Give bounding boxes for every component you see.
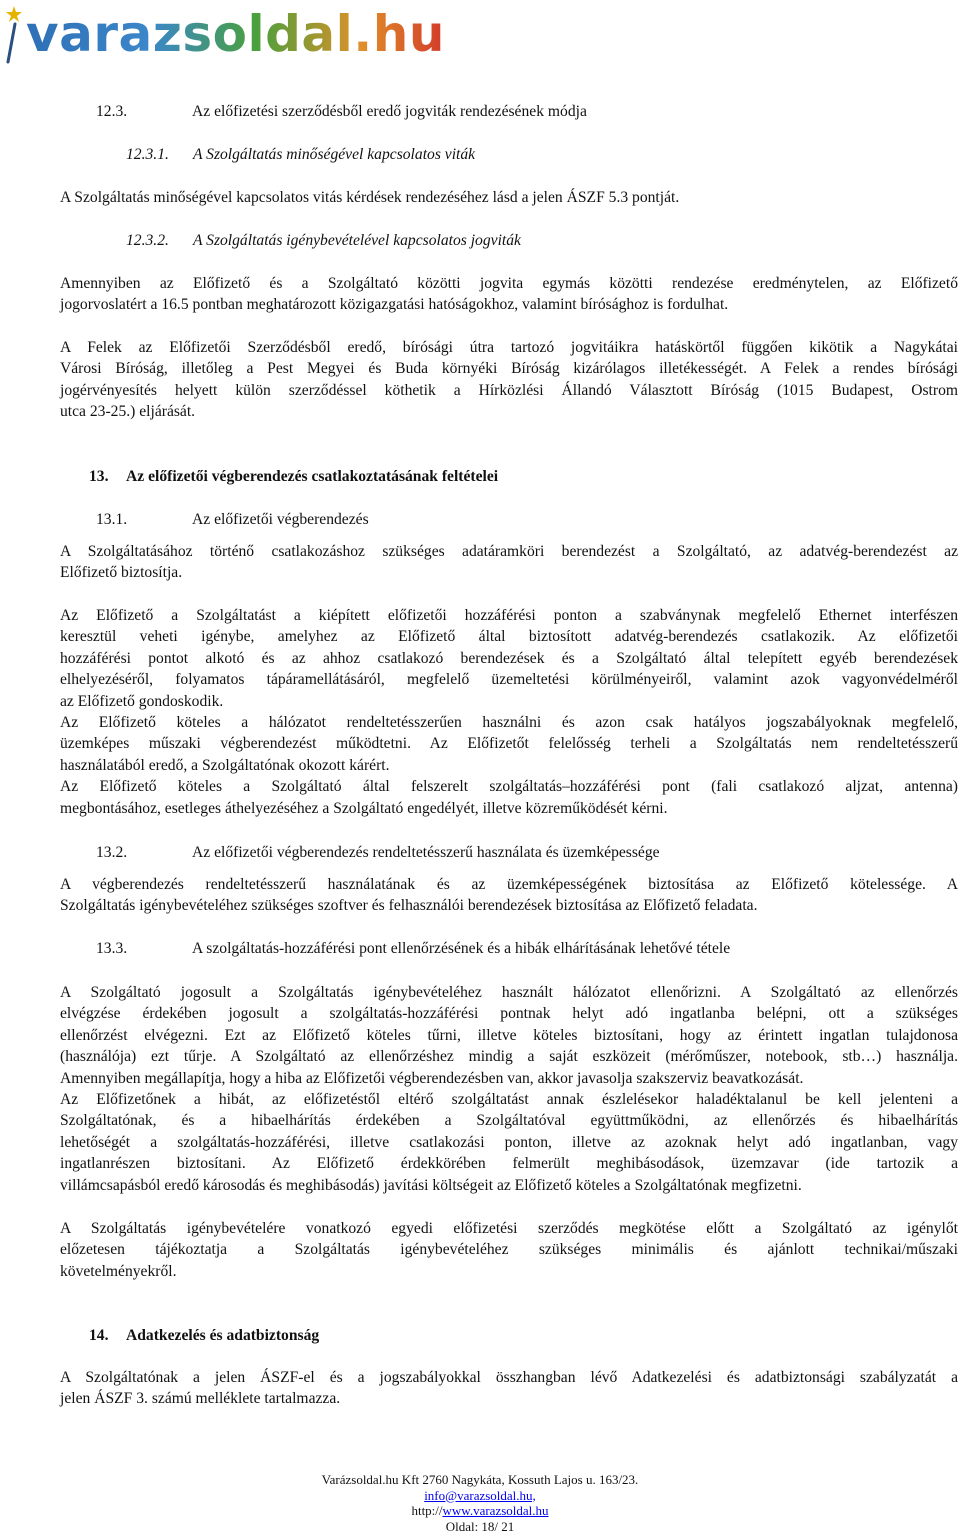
- section-12-3-1-number: 12.3.1.: [126, 146, 169, 163]
- section-13-number: 13.: [89, 468, 109, 485]
- footer-web-line: [0, 1503, 960, 1519]
- site-logo: [4, 2, 445, 66]
- section-13-3-number: 13.3.: [96, 940, 128, 957]
- paragraph-subscriber-obligations: Az Előfizető a Szolgáltatást a kiépített előfizetői hozzáférési ponton a szabványnak megfelelő Ethernet interfészen keresztül veheti igénybe, amelyhez az Előfizető által biztosított adatvég-berendezés csatlakozik. Az előfizetői hozzáférési pontot alkotó és az ahhoz csatlakozó berendezések és a Szolgáltató által telepített egyéb berendezések elhelyezéséről, folyamatos tápáramellátásáról, megfelelő üzemeltetési körülményeiről, valamint azok vagyonvédelméről az Előfizető gondoskodik. Az Előfizető köteles a hálózatot rendeltetésszerűen használni és azon csak hatályos jogszabályoknak megfelelő, üzemképes műszaki végberendezést működtetni. Az Előfizetőt felelősség terheli a Szolgáltatás nem rendeltetésszerű használatából eredő, a Szolgáltatónak okozott kárért. Az Előfizető köteles a Szolgáltató által felszerelt szolgáltatás–hozzáférési pont (fali csatlakozó aljzat, antenna) megbontásához, esetleges áthelyezéséhez a Szolgáltató engedélyét, illetve közreműködését kérni.: [60, 607, 958, 817]
- footer-web-link[interactable]: www.varazsoldal.hu: [442, 1503, 549, 1518]
- footer-page-number: Oldal: 18/ 21: [445, 1518, 515, 1534]
- section-12-3-2-number: 12.3.2.: [126, 232, 169, 249]
- paragraph-legal-dispute: Amennyiben az Előfizető és a Szolgáltató közötti jogvita egymás közötti rendezése eredménytelen, az Előfizető jogorvoslatért a 16.5 pontban meghatározott közigazgatási hatóságokhoz, valamint bírósághoz is fordulhat.: [60, 275, 958, 314]
- footer-address: Varázsoldal.hu Kft 2760 Nagykáta, Kossuth Lajos u. 163/23.: [321, 1472, 639, 1487]
- section-12-3-title: Az előfizetési szerződésből eredő jogviták rendezésének módja: [192, 103, 587, 120]
- paragraph-proper-use: A végberendezés rendeltetésszerű használatának és az üzemképességének biztosítása az Előfizető kötelessége. A Szolgáltatás igénybevételéhez szükséges szoftver és felhasználói berendezések biztosítása az Előfizető feladata.: [60, 876, 958, 915]
- section-12-3-1-title: A Szolgáltatás minőségével kapcsolatos viták: [193, 146, 476, 163]
- footer-email-link[interactable]: info@varazsoldal.hu,: [424, 1487, 536, 1503]
- section-13-2-title: Az előfizetői végberendezés rendeltetésszerű használata és üzemképessége: [192, 844, 660, 861]
- paragraph-court-jurisdiction: A Felek az Előfizetői Szerződésből eredő, bírósági útra tartozó jogvitáikra hatáskörtől függően kikötik a Nagykátai Városi Bíróság, illetőleg a Pest Megyei és Buda környéki Bíróság kizárólagos illetékességét. A Felek a rendes bírósági jogérvényesítés helyett külön szerződéssel köthetik a Hírközlési Állandó Választott Bíróság (1015 Budapest, Ostrom utca 23-25.) eljárását.: [60, 339, 958, 421]
- paragraph-data-protection: A Szolgáltatónak a jelen ÁSZF-el és a jogszabályokkal összhangban lévő Adatkezelési és adatbiztonsági szabályzatát a jelen ÁSZF 3. számú melléklete tartalmazza.: [60, 1369, 958, 1408]
- section-13-2-number: 13.2.: [96, 844, 128, 861]
- section-12-3-number: 12.3.: [96, 103, 128, 120]
- footer-web-prefix: http://: [411, 1503, 443, 1518]
- paragraph-quality-disputes: A Szolgáltatás minőségével kapcsolatos vitás kérdések rendezéséhez lásd a jelen ÁSZF 5.3 pontját.: [60, 189, 680, 206]
- section-13-1-number: 13.1.: [96, 511, 128, 528]
- paragraph-inspection: A Szolgáltató jogosult a Szolgáltatás igénybevételéhez használt hálózatot ellenőrizni. A Szolgáltató az ellenőrzés elvégzése érdekében jogosult a szolgáltatás-hozzáférési pontnak helyt adó ingatlanba belépni, ott a szükséges ellenőrzést elvégezni. Ezt az Előfizető köteles tűrni, illetve köteles biztosítani, hogy az érintett ingatlan tulajdonosa (használója) ezt tűrje. A Szolgáltató az ellenőrzéshez mindig a saját eszközeit (mérőműszer, notebook, stb…) használja. Amennyiben megállapítja, hogy a hiba az Előfizetői végberendezésben van, akkor javasolja szakszerviz beavatkozását. Az Előfizetőnek a hibát, az előfizetéstől eltérő szolgáltatást annak észlelésekor haladéktalanul be kell jelenteni a Szolgáltatónak, és a hibaelhárítás érdekében a Szolgáltatóval együttműködni, az ellenőrzés és hibaelhárítás lehetőségét a szolgáltatás-hozzáférési, illetve csatlakozási ponton, illetve az azoknak helyt adó ingatlanban, vagy ingatlanrészen biztosítani. Az Előfizető érdekkörében felmerült meghibásodások, üzemzavar (ide tartozik a villámcsapásból eredő károsodás és meghibásodás) javítási költségeit az Előfizető köteles a Szolgáltatónak megfizetni.: [60, 984, 958, 1194]
- section-12-3-2-title: A Szolgáltatás igénybevételével kapcsolatos jogviták: [193, 232, 521, 249]
- section-14-title: Adatkezelés és adatbiztonság: [126, 1327, 320, 1344]
- section-13-title: Az előfizetői végberendezés csatlakoztatásának feltételei: [126, 468, 499, 485]
- paragraph-technical-requirements: A Szolgáltatás igénybevételére vonatkozó egyedi előfizetési szerződés megkötése előtt a Szolgáltató az igénylőt előzetesen tájékoztatja a Szolgáltatás igénybevételéhez szükséges minimális és ajánlott technikai/műszaki követelményekről.: [60, 1220, 958, 1280]
- section-13-3-title: A szolgáltatás-hozzáférési pont ellenőrzésének és a hibák elhárításának lehetővé tétele: [192, 940, 731, 957]
- page-footer: [0, 1472, 960, 1534]
- logo-text: varazsoldal.hu: [26, 5, 445, 63]
- paragraph-equipment-provision: A Szolgáltatásához történő csatlakozáshoz szükséges adatáramköri berendezést a Szolgáltató, az adatvég-berendezést az Előfizető biztosítja.: [60, 543, 958, 582]
- section-14-number: 14.: [89, 1327, 109, 1344]
- section-13-1-title: Az előfizetői végberendezés: [192, 511, 369, 528]
